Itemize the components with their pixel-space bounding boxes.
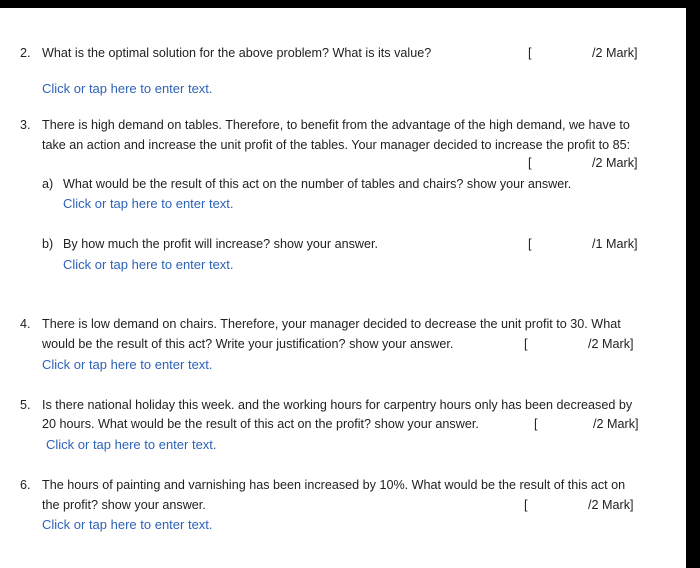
mark-value: /2 Mark] bbox=[588, 498, 634, 512]
question-text-line-2: take an action and increase the unit profit of the tables. Your manager decided to increase the profit to 85: bbox=[42, 138, 631, 152]
mark-value: /2 Mark] bbox=[592, 156, 638, 170]
question-text: What is the optimal solution for the above problem? What is its value? bbox=[42, 46, 432, 60]
answer-placeholder[interactable]: Click or tap here to enter text. bbox=[42, 81, 213, 96]
question-text-line-1: The hours of painting and varnishing has been increased by 10%. What would be the result of this act on bbox=[42, 478, 626, 492]
mark-bracket: [ bbox=[528, 46, 532, 60]
mark-bracket: [ bbox=[528, 156, 532, 170]
question-text-line-1: Is there national holiday this week. and the working hours for carpentry hours only has been decreased by bbox=[42, 398, 633, 412]
question-number: 3. bbox=[20, 118, 31, 132]
question-number: 5. bbox=[20, 398, 31, 412]
question-text-line-2: would be the result of this act? Write your justification? show your answer. bbox=[42, 337, 454, 351]
document-page bbox=[0, 8, 686, 568]
mark-value: /1 Mark] bbox=[592, 237, 638, 251]
answer-placeholder[interactable]: Click or tap here to enter text. bbox=[63, 257, 234, 272]
question-text-line-2: the profit? show your answer. bbox=[42, 498, 206, 512]
mark-value: /2 Mark] bbox=[593, 417, 639, 431]
subquestion-text: What would be the result of this act on the number of tables and chairs? show your answer. bbox=[63, 177, 572, 191]
mark-bracket: [ bbox=[534, 417, 538, 431]
mark-bracket: [ bbox=[524, 498, 528, 512]
question-number: 2. bbox=[20, 46, 31, 60]
answer-placeholder[interactable]: Click or tap here to enter text. bbox=[63, 196, 234, 211]
mark-bracket: [ bbox=[528, 237, 532, 251]
subquestion-label: a) bbox=[42, 177, 54, 191]
mark-bracket: [ bbox=[524, 337, 528, 351]
mark-value: /2 Mark] bbox=[592, 46, 638, 60]
subquestion-label: b) bbox=[42, 237, 54, 251]
answer-placeholder[interactable]: Click or tap here to enter text. bbox=[46, 437, 217, 452]
question-number: 6. bbox=[20, 478, 31, 492]
answer-placeholder[interactable]: Click or tap here to enter text. bbox=[42, 517, 213, 532]
mark-value: /2 Mark] bbox=[588, 337, 634, 351]
question-number: 4. bbox=[20, 317, 31, 331]
question-text-line-1: There is high demand on tables. Therefore, to benefit from the advantage of the high demand, we have to bbox=[42, 118, 630, 132]
question-text-line-1: There is low demand on chairs. Therefore, your manager decided to decrease the unit profit to 30. What bbox=[42, 317, 621, 331]
question-text-line-2: 20 hours. What would be the result of this act on the profit? show your answer. bbox=[42, 417, 479, 431]
answer-placeholder[interactable]: Click or tap here to enter text. bbox=[42, 357, 213, 372]
subquestion-text: By how much the profit will increase? show your answer. bbox=[63, 237, 378, 251]
